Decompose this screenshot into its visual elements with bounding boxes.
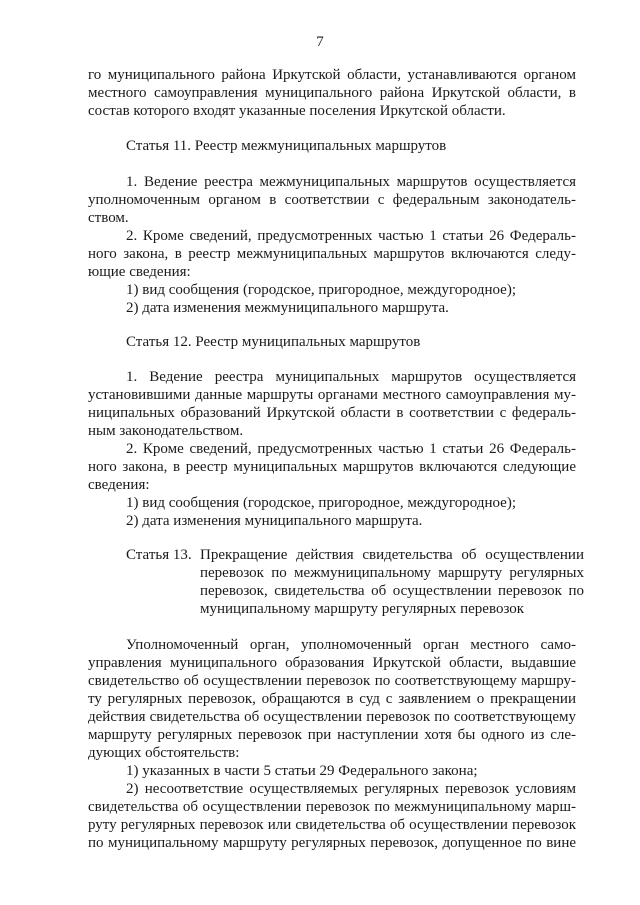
paragraph-line: 2. Кроме сведений, предусмотренных частью 1 статьи 26 Федераль- xyxy=(126,441,576,457)
list-item: 1) вид сообщения (городское, пригородное, междугородное); xyxy=(126,495,516,511)
paragraph-line: уполномоченным органом в соответствии с федеральным законодатель- xyxy=(88,192,576,208)
list-item: 1) указанных в части 5 статьи 29 Федерального закона; xyxy=(126,763,478,779)
paragraph-line: ством. xyxy=(88,210,129,226)
article-12-heading: Статья 12. Реестр муниципальных маршрутов xyxy=(126,334,421,350)
paragraph-line: свидетельство об осуществлении перевозок по соответствующему маршру- xyxy=(88,673,576,689)
paragraph-line: маршруту регулярных перевозок при наступлении хотя бы одного из сле- xyxy=(88,727,576,743)
paragraph-line: ту регулярных перевозок, обращаются в суд с заявлением о прекращении xyxy=(88,691,576,707)
paragraph-line: го муниципального района Иркутской области, устанавливаются органом xyxy=(88,67,576,83)
page-number: 7 xyxy=(316,34,324,50)
list-item: 2) дата изменения муниципального маршрута. xyxy=(126,513,423,529)
paragraph-line: установившими данные маршруты органами местного самоуправления му- xyxy=(88,387,576,403)
paragraph-line: 1. Ведение реестра межмуниципальных маршрутов осуществляется xyxy=(126,174,576,190)
paragraph-line: ного закона, в реестр межмуниципальных маршрутов включаются следу- xyxy=(88,246,576,262)
list-item: 2) дата изменения межмуниципального маршрута. xyxy=(126,300,449,316)
paragraph-line: 2. Кроме сведений, предусмотренных частью 1 статьи 26 Федераль- xyxy=(126,228,576,244)
paragraph-line: руту регулярных перевозок или свидетельства об осуществлении перевозок xyxy=(88,817,576,833)
paragraph-line: дующих обстоятельств: xyxy=(88,745,240,761)
article-11-heading: Статья 11. Реестр межмуниципальных маршрутов xyxy=(126,138,447,154)
paragraph-line: действия свидетельства об осуществлении перевозок по соответствующему xyxy=(88,709,576,725)
article-13-title-line: перевозок, свидетельства об осуществлении перевозок по xyxy=(200,583,584,599)
paragraph-line: местного самоуправления муниципального района Иркутской области, в xyxy=(88,85,576,101)
article-13-title-line: Прекращение действия свидетельства об осуществлении xyxy=(200,547,584,563)
article-13-label: Статья 13. xyxy=(126,547,192,563)
list-item: 1) вид сообщения (городское, пригородное, междугородное); xyxy=(126,282,516,298)
paragraph-line: по муниципальному маршруту регулярных перевозок, допущенное по вине xyxy=(88,835,576,851)
paragraph-line: свидетельства об осуществлении перевозок по межмуниципальному марш- xyxy=(88,799,576,815)
paragraph-line: ного закона, в реестр муниципальных маршрутов включаются следующие xyxy=(88,459,576,475)
article-13-title-line: муниципальному маршруту регулярных перевозок xyxy=(200,601,525,617)
paragraph-line: ниципальных образований Иркутской области в соответствии с федераль- xyxy=(88,405,576,421)
list-item: 2) несоответствие осуществляемых регулярных перевозок условиям xyxy=(126,781,576,797)
paragraph-line: 1. Ведение реестра муниципальных маршрутов осуществляется xyxy=(126,369,576,385)
article-13-title-line: перевозок по межмуниципальному маршруту регулярных xyxy=(200,565,584,581)
paragraph-line: ным законодательством. xyxy=(88,423,244,439)
paragraph-line: сведения: xyxy=(88,477,150,493)
paragraph-line: ющие сведения: xyxy=(88,264,191,280)
paragraph-line: Уполномоченный орган, уполномоченный орган местного само- xyxy=(126,637,576,653)
paragraph-line: состав которого входят указанные поселения Иркутской области. xyxy=(88,103,506,119)
paragraph-line: управления муниципального образования Иркутской области, выдавшие xyxy=(88,655,576,671)
